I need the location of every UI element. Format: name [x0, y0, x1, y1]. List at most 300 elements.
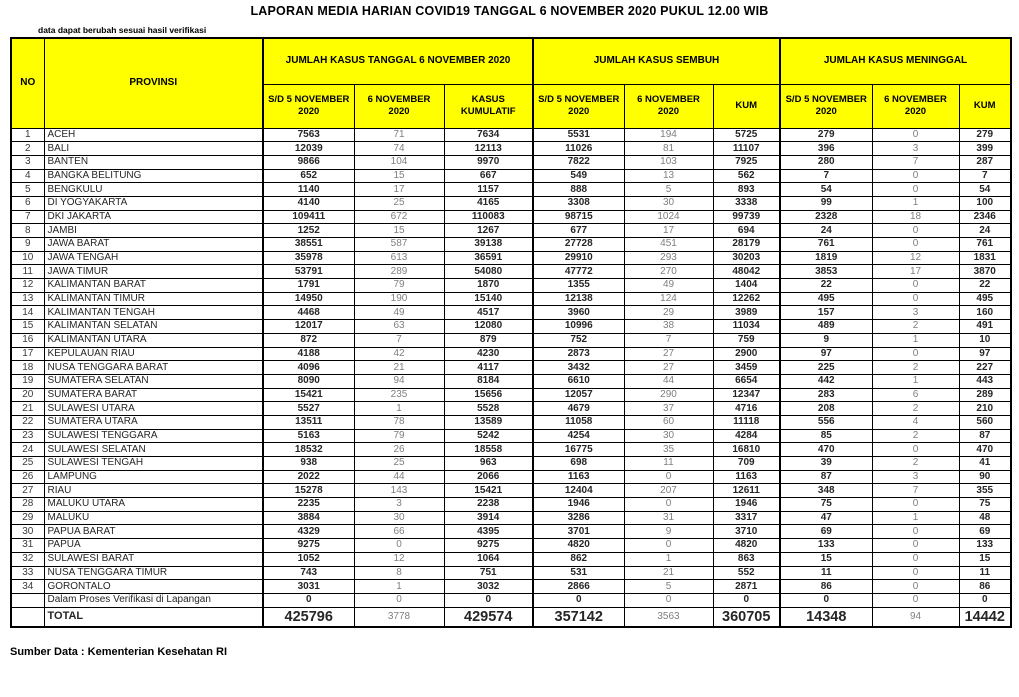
cell-row-number: 16	[11, 333, 44, 347]
cell-value: 7	[959, 169, 1011, 183]
cell-value: 12347	[713, 388, 780, 402]
cell-province: SUMATERA BARAT	[44, 388, 263, 402]
cell-row-number	[11, 607, 44, 627]
cell-value: 27728	[533, 238, 624, 252]
cell-row-number: 15	[11, 320, 44, 334]
cell-value: 1	[872, 333, 959, 347]
cell-value: 12	[354, 552, 444, 566]
cell-row-number: 28	[11, 498, 44, 512]
cell-value: 7	[872, 484, 959, 498]
cell-value: 7925	[713, 155, 780, 169]
cell-value: 7	[872, 155, 959, 169]
cell-row-number: 18	[11, 361, 44, 375]
cell-value: 549	[533, 169, 624, 183]
cell-value: 21	[354, 361, 444, 375]
cell-value: 1157	[444, 183, 533, 197]
cell-row-number: 10	[11, 251, 44, 265]
cell-value: 6610	[533, 374, 624, 388]
cell-value: 15140	[444, 292, 533, 306]
cell-value: 3960	[533, 306, 624, 320]
cell-value: 30	[624, 429, 713, 443]
cell-province: MALUKU UTARA	[44, 498, 263, 512]
cell-province: JAWA BARAT	[44, 238, 263, 252]
cell-province: SUMATERA SELATAN	[44, 374, 263, 388]
cell-value: 443	[959, 374, 1011, 388]
cell-value: 279	[959, 128, 1011, 142]
total-row	[11, 607, 1011, 627]
table-row	[11, 511, 1011, 525]
subheader-kasus-sd5: S/D 5 NOVEMBER 2020	[263, 84, 354, 128]
cell-province: PAPUA	[44, 539, 263, 553]
cell-value: 29	[624, 306, 713, 320]
table-row	[11, 566, 1011, 580]
cell-value: 11	[624, 457, 713, 471]
cell-value: 103	[624, 155, 713, 169]
cell-value: 3701	[533, 525, 624, 539]
table-row	[11, 539, 1011, 553]
cell-value: 562	[713, 169, 780, 183]
cell-value: 6654	[713, 374, 780, 388]
cell-value: 4284	[713, 429, 780, 443]
table-row	[11, 128, 1011, 142]
cell-row-number: 4	[11, 169, 44, 183]
cell-value: 1819	[780, 251, 872, 265]
cell-value: 4230	[444, 347, 533, 361]
cell-value: 1870	[444, 279, 533, 293]
cell-value: 44	[624, 374, 713, 388]
cell-value: 22	[780, 279, 872, 293]
cell-value: 1	[872, 511, 959, 525]
cell-value: 3989	[713, 306, 780, 320]
cell-row-number: 24	[11, 443, 44, 457]
cell-value: 7	[354, 333, 444, 347]
cell-value: 3870	[959, 265, 1011, 279]
table-row	[11, 251, 1011, 265]
cell-value: 491	[959, 320, 1011, 334]
cell-value: 4716	[713, 402, 780, 416]
cell-value: 1163	[533, 470, 624, 484]
cell-row-number: 25	[11, 457, 44, 471]
cell-value: 35	[624, 443, 713, 457]
cell-value: 290	[624, 388, 713, 402]
cell-value: 14950	[263, 292, 354, 306]
cell-province: JAWA TENGAH	[44, 251, 263, 265]
cell-row-number: 34	[11, 580, 44, 594]
cell-value: 29910	[533, 251, 624, 265]
cell-row-number: 26	[11, 470, 44, 484]
cell-value: 0	[624, 593, 713, 607]
cell-value: 1355	[533, 279, 624, 293]
cell-value: 2022	[263, 470, 354, 484]
cell-value: 451	[624, 238, 713, 252]
cell-value: 4254	[533, 429, 624, 443]
cell-value: 7563	[263, 128, 354, 142]
cell-value: 5531	[533, 128, 624, 142]
cell-value: 48	[959, 511, 1011, 525]
cell-value: 4117	[444, 361, 533, 375]
cell-value: 587	[354, 238, 444, 252]
cell-province: BANGKA BELITUNG	[44, 169, 263, 183]
table-row	[11, 552, 1011, 566]
cell-value: 2	[872, 457, 959, 471]
cell-value: 2	[872, 361, 959, 375]
cell-value: 1	[624, 552, 713, 566]
cell-value: 4820	[713, 539, 780, 553]
cell-value: 613	[354, 251, 444, 265]
cell-value: 761	[959, 238, 1011, 252]
cell-value: 0	[872, 539, 959, 553]
cell-value: 87	[959, 429, 1011, 443]
cell-value: 8090	[263, 374, 354, 388]
cell-province: RIAU	[44, 484, 263, 498]
cell-value: 9970	[444, 155, 533, 169]
total-value: 360705	[713, 607, 780, 627]
cell-value: 26	[354, 443, 444, 457]
cell-value: 1267	[444, 224, 533, 238]
cell-value: 12113	[444, 142, 533, 156]
cell-value: 25	[354, 457, 444, 471]
cell-value: 1064	[444, 552, 533, 566]
cell-value: 694	[713, 224, 780, 238]
cell-value: 3317	[713, 511, 780, 525]
cell-value: 79	[354, 279, 444, 293]
cell-province: KEPULAUAN RIAU	[44, 347, 263, 361]
cell-value: 47772	[533, 265, 624, 279]
total-value: 357142	[533, 607, 624, 627]
cell-row-number: 23	[11, 429, 44, 443]
cell-value: 893	[713, 183, 780, 197]
cell-value: 0	[872, 552, 959, 566]
cell-value: 0	[624, 470, 713, 484]
cell-value: 1404	[713, 279, 780, 293]
cell-province: PAPUA BARAT	[44, 525, 263, 539]
cell-value: 44	[354, 470, 444, 484]
cell-value: 938	[263, 457, 354, 471]
cell-value: 0	[872, 443, 959, 457]
cell-value: 30	[624, 196, 713, 210]
source-note: Sumber Data : Kementerian Kesehatan RI	[10, 646, 228, 659]
table-row	[11, 402, 1011, 416]
cell-value: 0	[872, 593, 959, 607]
cell-value: 12138	[533, 292, 624, 306]
col-header-provinsi: PROVINSI	[44, 38, 263, 128]
cell-value: 15656	[444, 388, 533, 402]
cell-value: 235	[354, 388, 444, 402]
cell-value: 0	[624, 539, 713, 553]
cell-value: 5242	[444, 429, 533, 443]
cell-value: 16775	[533, 443, 624, 457]
cell-value: 90	[959, 470, 1011, 484]
table-row	[11, 593, 1011, 607]
cell-value: 28179	[713, 238, 780, 252]
cell-value: 12080	[444, 320, 533, 334]
cell-value: 54080	[444, 265, 533, 279]
cell-value: 4395	[444, 525, 533, 539]
cell-value: 3914	[444, 511, 533, 525]
cell-value: 0	[872, 224, 959, 238]
table-row	[11, 361, 1011, 375]
table-row	[11, 347, 1011, 361]
table-row	[11, 142, 1011, 156]
cell-value: 104	[354, 155, 444, 169]
cell-value: 495	[780, 292, 872, 306]
cell-row-number: 6	[11, 196, 44, 210]
table-row	[11, 333, 1011, 347]
cell-value: 13	[624, 169, 713, 183]
cell-row-number: 32	[11, 552, 44, 566]
subheader-sembuh-sd5: S/D 5 NOVEMBER 2020	[533, 84, 624, 128]
cell-value: 3432	[533, 361, 624, 375]
cell-row-number: 13	[11, 292, 44, 306]
cell-row-number: 20	[11, 388, 44, 402]
cell-value: 698	[533, 457, 624, 471]
table-row	[11, 183, 1011, 197]
cell-row-number: 12	[11, 279, 44, 293]
cell-value: 0	[872, 183, 959, 197]
cell-province: Dalam Proses Verifikasi di Lapangan	[44, 593, 263, 607]
table-row	[11, 580, 1011, 594]
cell-row-number: 7	[11, 210, 44, 224]
cell-value: 531	[533, 566, 624, 580]
cell-value: 348	[780, 484, 872, 498]
cell-value: 11118	[713, 415, 780, 429]
cell-row-number: 5	[11, 183, 44, 197]
cell-value: 47	[780, 511, 872, 525]
table-row	[11, 292, 1011, 306]
cell-value: 0	[444, 593, 533, 607]
cell-value: 99739	[713, 210, 780, 224]
cell-value: 7	[624, 333, 713, 347]
cell-province: SULAWESI UTARA	[44, 402, 263, 416]
cell-value: 5	[624, 183, 713, 197]
table-row	[11, 443, 1011, 457]
cell-value: 99	[780, 196, 872, 210]
cell-value: 4140	[263, 196, 354, 210]
table-row	[11, 224, 1011, 238]
cell-value: 0	[872, 525, 959, 539]
cell-province: KALIMANTAN SELATAN	[44, 320, 263, 334]
cell-value: 0	[872, 347, 959, 361]
cell-value: 9275	[263, 539, 354, 553]
cell-value: 888	[533, 183, 624, 197]
cell-value: 0	[872, 238, 959, 252]
cell-value: 17	[624, 224, 713, 238]
cell-value: 552	[713, 566, 780, 580]
cell-value: 13589	[444, 415, 533, 429]
cell-row-number: 8	[11, 224, 44, 238]
cell-province: BALI	[44, 142, 263, 156]
cell-value: 11026	[533, 142, 624, 156]
cell-value: 3	[354, 498, 444, 512]
cell-value: 0	[713, 593, 780, 607]
cell-value: 0	[872, 292, 959, 306]
cell-value: 0	[872, 566, 959, 580]
cell-value: 287	[959, 155, 1011, 169]
cell-value: 0	[872, 498, 959, 512]
cell-value: 677	[533, 224, 624, 238]
cell-value: 53791	[263, 265, 354, 279]
cell-value: 7822	[533, 155, 624, 169]
cell-value: 7634	[444, 128, 533, 142]
cell-value: 752	[533, 333, 624, 347]
cell-value: 39138	[444, 238, 533, 252]
cell-value: 74	[354, 142, 444, 156]
cell-value: 71	[354, 128, 444, 142]
cell-value: 2871	[713, 580, 780, 594]
cell-value: 31	[624, 511, 713, 525]
cell-province: ACEH	[44, 128, 263, 142]
cell-value: 8184	[444, 374, 533, 388]
cell-value: 3286	[533, 511, 624, 525]
cell-value: 69	[959, 525, 1011, 539]
cell-value: 5163	[263, 429, 354, 443]
cell-value: 2066	[444, 470, 533, 484]
cell-value: 38	[624, 320, 713, 334]
table-row	[11, 415, 1011, 429]
cell-value: 667	[444, 169, 533, 183]
cell-value: 42	[354, 347, 444, 361]
cell-value: 12039	[263, 142, 354, 156]
cell-value: 13511	[263, 415, 354, 429]
cell-value: 27	[624, 361, 713, 375]
cell-value: 5527	[263, 402, 354, 416]
cell-value: 1140	[263, 183, 354, 197]
cell-province: DI YOGYAKARTA	[44, 196, 263, 210]
cell-value: 15421	[263, 388, 354, 402]
cell-province: KALIMANTAN UTARA	[44, 333, 263, 347]
cell-value: 293	[624, 251, 713, 265]
cell-value: 0	[872, 580, 959, 594]
cell-value: 442	[780, 374, 872, 388]
cell-value: 355	[959, 484, 1011, 498]
cell-value: 15	[959, 552, 1011, 566]
cell-value: 194	[624, 128, 713, 142]
table-row	[11, 238, 1011, 252]
cell-value: 0	[780, 593, 872, 607]
cell-row-number: 33	[11, 566, 44, 580]
cell-value: 18	[872, 210, 959, 224]
cell-value: 4820	[533, 539, 624, 553]
cell-row-number: 14	[11, 306, 44, 320]
cell-value: 872	[263, 333, 354, 347]
cell-row-number: 30	[11, 525, 44, 539]
cell-value: 18558	[444, 443, 533, 457]
cell-value: 17	[872, 265, 959, 279]
cell-value: 30203	[713, 251, 780, 265]
cell-value: 279	[780, 128, 872, 142]
cell-value: 3032	[444, 580, 533, 594]
cell-value: 1946	[713, 498, 780, 512]
cell-value: 15	[780, 552, 872, 566]
cell-value: 3710	[713, 525, 780, 539]
cell-value: 283	[780, 388, 872, 402]
cell-value: 25	[354, 196, 444, 210]
cell-value: 97	[959, 347, 1011, 361]
cell-value: 751	[444, 566, 533, 580]
cell-province: KALIMANTAN TIMUR	[44, 292, 263, 306]
cell-value: 86	[959, 580, 1011, 594]
cell-value: 4679	[533, 402, 624, 416]
cell-value: 63	[354, 320, 444, 334]
total-value: 3563	[624, 607, 713, 627]
cell-value: 100	[959, 196, 1011, 210]
cell-value: 2873	[533, 347, 624, 361]
group-header-kasus: JUMLAH KASUS TANGGAL 6 NOVEMBER 2020	[263, 38, 533, 84]
total-value: 429574	[444, 607, 533, 627]
cell-value: 3	[872, 306, 959, 320]
cell-value: 12057	[533, 388, 624, 402]
cell-value: 3853	[780, 265, 872, 279]
cell-value: 21	[624, 566, 713, 580]
cell-value: 133	[959, 539, 1011, 553]
cell-value: 85	[780, 429, 872, 443]
cell-value: 4188	[263, 347, 354, 361]
cell-province: JAWA TIMUR	[44, 265, 263, 279]
cell-province: SULAWESI TENGGARA	[44, 429, 263, 443]
cell-value: 1252	[263, 224, 354, 238]
cell-value: 11107	[713, 142, 780, 156]
subheader-meninggal-sd5: S/D 5 NOVEMBER 2020	[780, 84, 872, 128]
cell-value: 22	[959, 279, 1011, 293]
cell-value: 41	[959, 457, 1011, 471]
cell-value: 3459	[713, 361, 780, 375]
cell-province: JAMBI	[44, 224, 263, 238]
total-value: 3778	[354, 607, 444, 627]
cell-value: 270	[624, 265, 713, 279]
cell-value: 1163	[713, 470, 780, 484]
cell-province: NUSA TENGGARA TIMUR	[44, 566, 263, 580]
table-row	[11, 169, 1011, 183]
cell-value: 709	[713, 457, 780, 471]
cell-value: 133	[780, 539, 872, 553]
cell-value: 27	[624, 347, 713, 361]
cell-row-number: 31	[11, 539, 44, 553]
cell-row-number: 22	[11, 415, 44, 429]
cell-value: 9275	[444, 539, 533, 553]
cell-value: 11058	[533, 415, 624, 429]
cell-value: 78	[354, 415, 444, 429]
cell-row-number: 1	[11, 128, 44, 142]
cell-value: 2238	[444, 498, 533, 512]
cell-value: 30	[354, 511, 444, 525]
total-value: 14442	[959, 607, 1011, 627]
cell-value: 2346	[959, 210, 1011, 224]
cell-province: SULAWESI SELATAN	[44, 443, 263, 457]
cell-value: 3308	[533, 196, 624, 210]
cell-value: 3031	[263, 580, 354, 594]
cell-value: 1	[872, 374, 959, 388]
disclaimer-note: data dapat berubah sesuai hasil verifikasi	[38, 25, 207, 35]
cell-value: 7	[780, 169, 872, 183]
cell-value: 49	[354, 306, 444, 320]
cell-value: 2235	[263, 498, 354, 512]
cell-value: 49	[624, 279, 713, 293]
cell-value: 5	[624, 580, 713, 594]
cell-value: 109411	[263, 210, 354, 224]
cell-value: 157	[780, 306, 872, 320]
cell-value: 743	[263, 566, 354, 580]
covid-report-table	[10, 37, 1012, 628]
cell-value: 759	[713, 333, 780, 347]
table-row	[11, 498, 1011, 512]
cell-value: 1831	[959, 251, 1011, 265]
cell-value: 98715	[533, 210, 624, 224]
cell-province: SULAWESI BARAT	[44, 552, 263, 566]
cell-value: 879	[444, 333, 533, 347]
cell-province: KALIMANTAN TENGAH	[44, 306, 263, 320]
table-row	[11, 210, 1011, 224]
cell-value: 9866	[263, 155, 354, 169]
